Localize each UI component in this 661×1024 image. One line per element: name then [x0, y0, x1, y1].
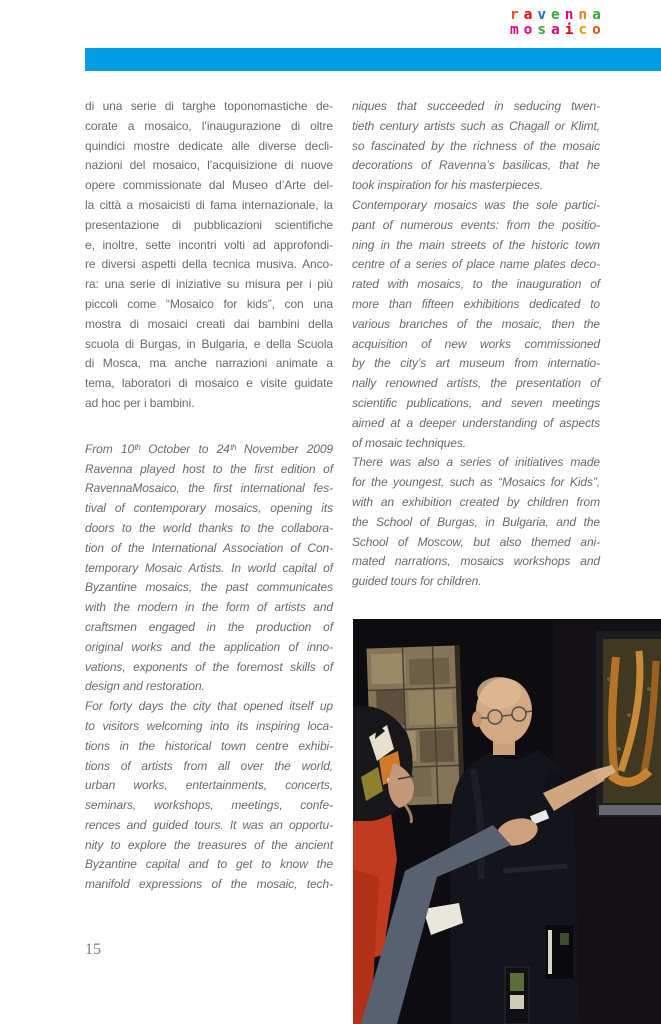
text-line: guided tours for children.: [352, 574, 482, 589]
logo-letter: e: [551, 7, 559, 23]
text-line: doors to the world thanks to the collabora-: [85, 520, 333, 535]
text-line: mated narrations, mosaics workshops and: [352, 554, 600, 569]
text-line: corate a mosaico, l’inaugurazione di oltre: [85, 118, 333, 133]
text-line: vations, exponents of the foremost skills of: [85, 659, 333, 674]
logo-letter: r: [509, 7, 518, 23]
text-line: various branches of the mosaic, then the: [352, 316, 600, 331]
text-line: seminars, workshops, meetings, confe-: [85, 798, 333, 813]
logo-letter: a: [592, 7, 600, 23]
text-line: la città a mosaicisti di fama internazionale, la: [85, 197, 333, 212]
paragraph: [352, 97, 600, 196]
text-line: Contemporary mosaics was the sole partici-: [352, 197, 600, 212]
logo-letter: m: [509, 22, 518, 38]
logo-letter: o: [523, 22, 532, 38]
text-line: tions in the historical town centre exhibi-: [85, 738, 333, 753]
text-line: tieth century artists such as Chagall or Klimt,: [352, 118, 600, 133]
text-line: took inspiration for his masterpieces.: [352, 178, 543, 193]
text-line: temporary Mosaic Artists. In world capital of: [85, 560, 333, 575]
text-line: rences and guided tours. It was an opportu-: [85, 817, 333, 832]
text-line: rated with mosaics, to the inauguration of: [352, 277, 600, 292]
logo-letter: s: [537, 22, 546, 38]
text-line: Byzantine mosaics, the past communicates: [85, 580, 333, 595]
logo-letter: v: [537, 7, 546, 23]
text-line: so fascinated by the richness of the mosaic: [352, 138, 600, 153]
text-line: scientific publications, and seven meetings: [352, 395, 600, 410]
paragraph: [85, 97, 333, 414]
text-line: di Mosca, ma anche narrazioni animate a: [85, 356, 333, 371]
text-line: acquisition of new works commissioned: [352, 336, 600, 351]
text-line: There was also a series of initiatives made: [352, 455, 600, 470]
logo-letter: i: [564, 22, 573, 38]
text-line: tival of contemporary mosaics, opening its: [85, 501, 333, 516]
logo-letter: n: [578, 7, 587, 23]
text-line: urban works, entertainments, concerts,: [85, 778, 333, 793]
text-line: nazioni del mosaico, l’acquisizione di nuove: [85, 158, 333, 173]
logo-word-mosaico: [507, 23, 603, 38]
text-line: scuola di Burgas, in Bulgaria, e della Scuola: [85, 336, 333, 351]
text-line: design and restoration.: [85, 679, 205, 694]
text-line: Ravenna played host to the first edition of: [85, 461, 333, 476]
text-line: of mosaic techniques.: [352, 435, 466, 450]
text-line: ra: una serie di iniziative su misura per i più: [85, 277, 333, 292]
logo-letter: o: [592, 22, 600, 38]
text-line: tions of artists from all over the world,: [85, 758, 333, 773]
logo-letter: n: [564, 7, 573, 23]
left-column: [85, 97, 333, 895]
text-line: original works and the application of inno-: [85, 639, 333, 654]
text-line: re diversi aspetti della tecnica musiva. Anco-: [85, 257, 333, 272]
text-line: more than fifteen exhibitions dedicated to: [352, 296, 600, 311]
text-line: quindici mostre dedicate alle diverse decli-: [85, 138, 333, 153]
text-line: From 10ᵗʰ October to 24ᵗʰ November 2009: [85, 441, 333, 456]
text-line: piccoli come “Mosaico for kids”, con una: [85, 296, 333, 311]
paragraph: [352, 453, 600, 592]
text-line: nity to explore the treasures of the ancient: [85, 837, 333, 852]
ravenna-mosaico-logo: [507, 8, 603, 38]
text-line: nally renowned artists, the presentation of: [352, 376, 600, 391]
text-line: ad hoc per i bambini.: [85, 395, 195, 410]
text-line: the School of Burgas, in Bulgaria, and the: [352, 514, 600, 529]
text-line: tion of the International Association of Con-: [85, 540, 333, 555]
text-line: RavennaMosaico, the first international fes-: [85, 481, 333, 496]
text-line: centre of a series of place name plates deco-: [352, 257, 600, 272]
text-line: for the youngest, such as “Mosaics for Kids”,: [352, 475, 600, 490]
paragraph: [352, 196, 600, 453]
logo-letter: a: [551, 22, 559, 38]
text-line: niques that succeeded in seducing twen-: [352, 99, 600, 113]
text-line: presentazione di pubblicazioni scientifiche: [85, 217, 333, 232]
page-number: 15: [85, 941, 101, 958]
mosaic-artwork-right: [596, 631, 661, 817]
text-line: by the city’s art museum from internatio-: [352, 356, 600, 371]
paragraph: [85, 440, 333, 697]
text-line: with the modern in the form of artists and: [85, 600, 333, 615]
text-line: For forty days the city that opened itself up: [85, 699, 333, 714]
accent-bar: [85, 48, 661, 71]
text-line: e, inoltre, sette incontri volti ad approfondi-: [85, 237, 333, 252]
text-line: Byzantine capital and to get to know the: [85, 857, 333, 872]
text-line: ning in the main streets of the historic town: [352, 237, 600, 252]
logo-letter: c: [578, 22, 587, 38]
text-line: with an exhibition created by children from: [352, 494, 600, 509]
text-line: craftsmen engaged in the production of: [85, 619, 333, 634]
logo-letter: a: [523, 7, 532, 23]
text-line: opere commissionate dal Museo d’Arte del-: [85, 178, 333, 193]
text-line: di una serie di targhe toponomastiche de-: [85, 99, 333, 113]
text-line: to visitors welcoming into its inspiring loca-: [85, 718, 333, 733]
text-line: pant of numerous events: from the positio-: [352, 217, 600, 232]
text-line: tema, laboratori di mosaico e visite guidate: [85, 376, 333, 391]
text-line: School of Moscow, but also themed ani-: [352, 534, 600, 549]
text-line: decorations of Ravenna’s basilicas, that he: [352, 158, 600, 173]
text-line: manifold expressions of the mosaic, tech-: [85, 877, 333, 892]
logo-word-ravenna: [507, 8, 603, 23]
text-line: mostra di mosaici creati dai bambini della: [85, 316, 333, 331]
exhibition-photo: [353, 619, 661, 1024]
paragraph: [85, 697, 333, 895]
text-line: aimed at a deeper understanding of aspects: [352, 415, 600, 430]
